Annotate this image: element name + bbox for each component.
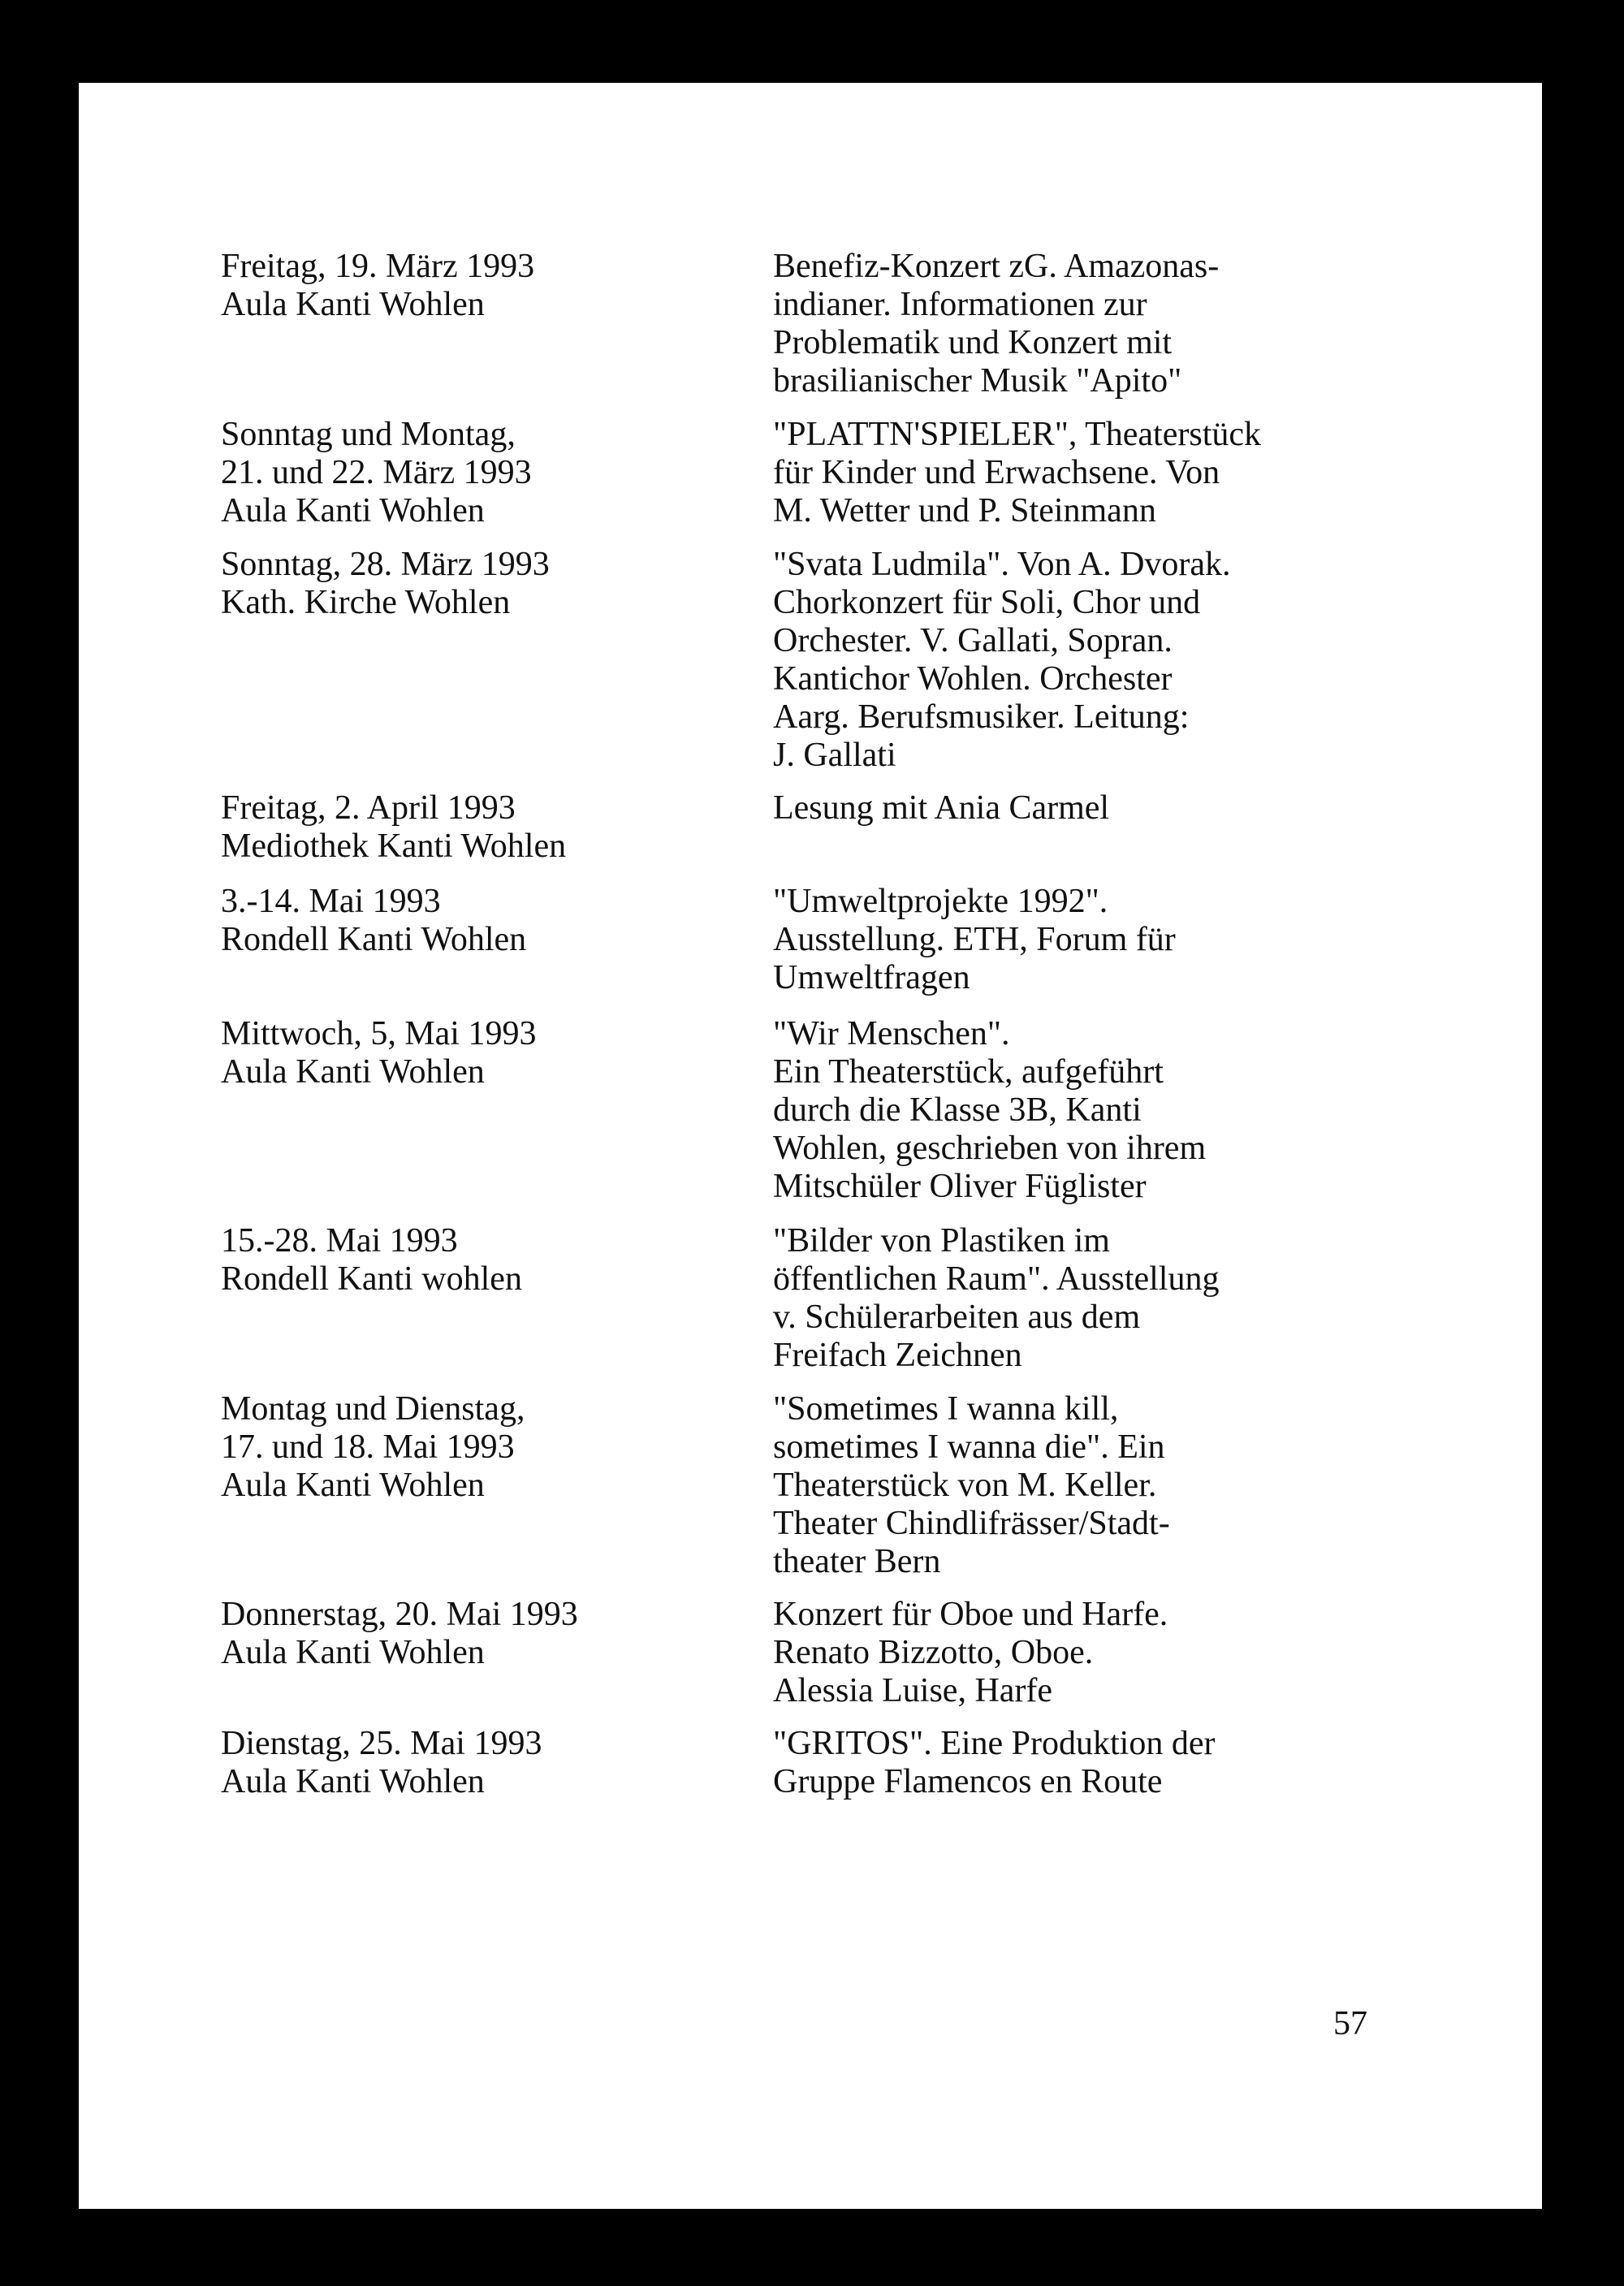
event-location: Aula Kanti Wohlen bbox=[221, 1763, 485, 1800]
event-description bbox=[773, 546, 1231, 775]
description-line: Orchester. V. Gallati, Sopran. bbox=[773, 622, 1173, 659]
event-location: Aula Kanti Wohlen bbox=[221, 1053, 485, 1091]
description-line: Ausstellung. ETH, Forum für bbox=[773, 921, 1176, 958]
description-line: Lesung mit Ania Carmel bbox=[773, 789, 1110, 827]
event-date: Dienstag, 25. Mai 1993 bbox=[221, 1725, 542, 1762]
event-date-location bbox=[221, 789, 566, 866]
description-line: Theater Chindlifrässer/Stadt- bbox=[773, 1505, 1170, 1542]
event-date: 3.-14. Mai 1993 bbox=[221, 883, 441, 920]
event-date: Freitag, 2. April 1993 bbox=[221, 789, 516, 827]
event-description bbox=[773, 416, 1261, 530]
description-line: "Svata Ludmila". Von A. Dvorak. bbox=[773, 546, 1231, 583]
description-line: M. Wetter und P. Steinmann bbox=[773, 492, 1156, 529]
description-line: sometimes I wanna die". Ein bbox=[773, 1428, 1165, 1466]
description-line: "Umweltprojekte 1992". bbox=[773, 883, 1108, 920]
description-line: öffentlichen Raum". Ausstellung bbox=[773, 1260, 1220, 1298]
description-line: "Sometimes I wanna kill, bbox=[773, 1390, 1119, 1428]
description-line: "Bilder von Plastiken im bbox=[773, 1222, 1110, 1260]
event-date-location bbox=[221, 546, 550, 622]
description-line: Freifach Zeichnen bbox=[773, 1337, 1022, 1374]
description-line: Umweltfragen bbox=[773, 959, 970, 996]
event-description bbox=[773, 789, 1109, 828]
description-line: Theaterstück von M. Keller. bbox=[773, 1467, 1157, 1504]
event-date: 17. und 18. Mai 1993 bbox=[221, 1428, 515, 1466]
event-location: Rondell Kanti Wohlen bbox=[221, 921, 527, 958]
event-location: Kath. Kirche Wohlen bbox=[221, 584, 511, 621]
event-date: Donnerstag, 20. Mai 1993 bbox=[221, 1596, 578, 1633]
event-date: Freitag, 19. März 1993 bbox=[221, 248, 535, 285]
event-location: Aula Kanti Wohlen bbox=[221, 1634, 485, 1671]
event-date-location bbox=[221, 1222, 522, 1299]
event-description bbox=[773, 1015, 1206, 1206]
description-line: durch die Klasse 3B, Kanti bbox=[773, 1091, 1142, 1129]
event-date: 15.-28. Mai 1993 bbox=[221, 1222, 458, 1260]
description-line: "Wir Menschen". bbox=[773, 1015, 1010, 1052]
description-line: Renato Bizzotto, Oboe. bbox=[773, 1634, 1094, 1671]
description-line: "PLATTN'SPIELER", Theaterstück bbox=[773, 416, 1262, 453]
event-date: Sonntag, 28. März 1993 bbox=[221, 546, 550, 583]
description-line: Problematik und Konzert mit bbox=[773, 324, 1173, 361]
event-description bbox=[773, 1725, 1215, 1801]
event-date-location bbox=[221, 883, 526, 959]
description-line: Gruppe Flamencos en Route bbox=[773, 1763, 1163, 1800]
event-date: Montag und Dienstag, bbox=[221, 1390, 525, 1428]
event-location: Mediothek Kanti Wohlen bbox=[221, 828, 567, 865]
event-date: Sonntag und Montag, bbox=[221, 416, 516, 453]
description-line: Alessia Luise, Harfe bbox=[773, 1672, 1053, 1709]
description-line: indianer. Informationen zur bbox=[773, 286, 1147, 323]
event-description bbox=[773, 248, 1219, 400]
event-date-location bbox=[221, 1596, 578, 1672]
description-line: Chorkonzert für Soli, Chor und bbox=[773, 584, 1201, 621]
event-date-location bbox=[221, 248, 534, 324]
event-description bbox=[773, 883, 1176, 997]
event-date-location bbox=[221, 1015, 536, 1091]
description-line: Wohlen, geschrieben von ihrem bbox=[773, 1130, 1207, 1167]
description-line: brasilianischer Musik "Apito" bbox=[773, 362, 1182, 400]
description-line: "GRITOS". Eine Produktion der bbox=[773, 1725, 1216, 1762]
description-line: theater Bern bbox=[773, 1543, 941, 1580]
event-location: Aula Kanti Wohlen bbox=[221, 286, 485, 323]
event-location: Rondell Kanti wohlen bbox=[221, 1260, 522, 1298]
event-date: 21. und 22. März 1993 bbox=[221, 454, 532, 491]
description-line: Konzert für Oboe und Harfe. bbox=[773, 1596, 1168, 1633]
document-page bbox=[79, 83, 1542, 2209]
event-description bbox=[773, 1596, 1168, 1710]
description-line: Mitschüler Oliver Füglister bbox=[773, 1168, 1147, 1205]
event-date-location bbox=[221, 1725, 542, 1801]
event-location: Aula Kanti Wohlen bbox=[221, 492, 485, 529]
description-line: Benefiz-Konzert zG. Amazonas- bbox=[773, 248, 1220, 285]
description-line: v. Schülerarbeiten aus dem bbox=[773, 1299, 1141, 1336]
description-line: J. Gallati bbox=[773, 737, 896, 774]
description-line: für Kinder und Erwachsene. Von bbox=[773, 454, 1220, 491]
event-date: Mittwoch, 5, Mai 1993 bbox=[221, 1015, 537, 1052]
description-line: Kantichor Wohlen. Orchester bbox=[773, 660, 1173, 698]
event-date-location bbox=[221, 416, 532, 530]
event-description bbox=[773, 1222, 1219, 1375]
event-location: Aula Kanti Wohlen bbox=[221, 1467, 485, 1504]
description-line: Aarg. Berufsmusiker. Leitung: bbox=[773, 698, 1190, 736]
page-number: 57 bbox=[1333, 2005, 1367, 2042]
description-line: Ein Theaterstück, aufgeführt bbox=[773, 1053, 1164, 1091]
event-description bbox=[773, 1390, 1170, 1581]
event-date-location bbox=[221, 1390, 525, 1505]
